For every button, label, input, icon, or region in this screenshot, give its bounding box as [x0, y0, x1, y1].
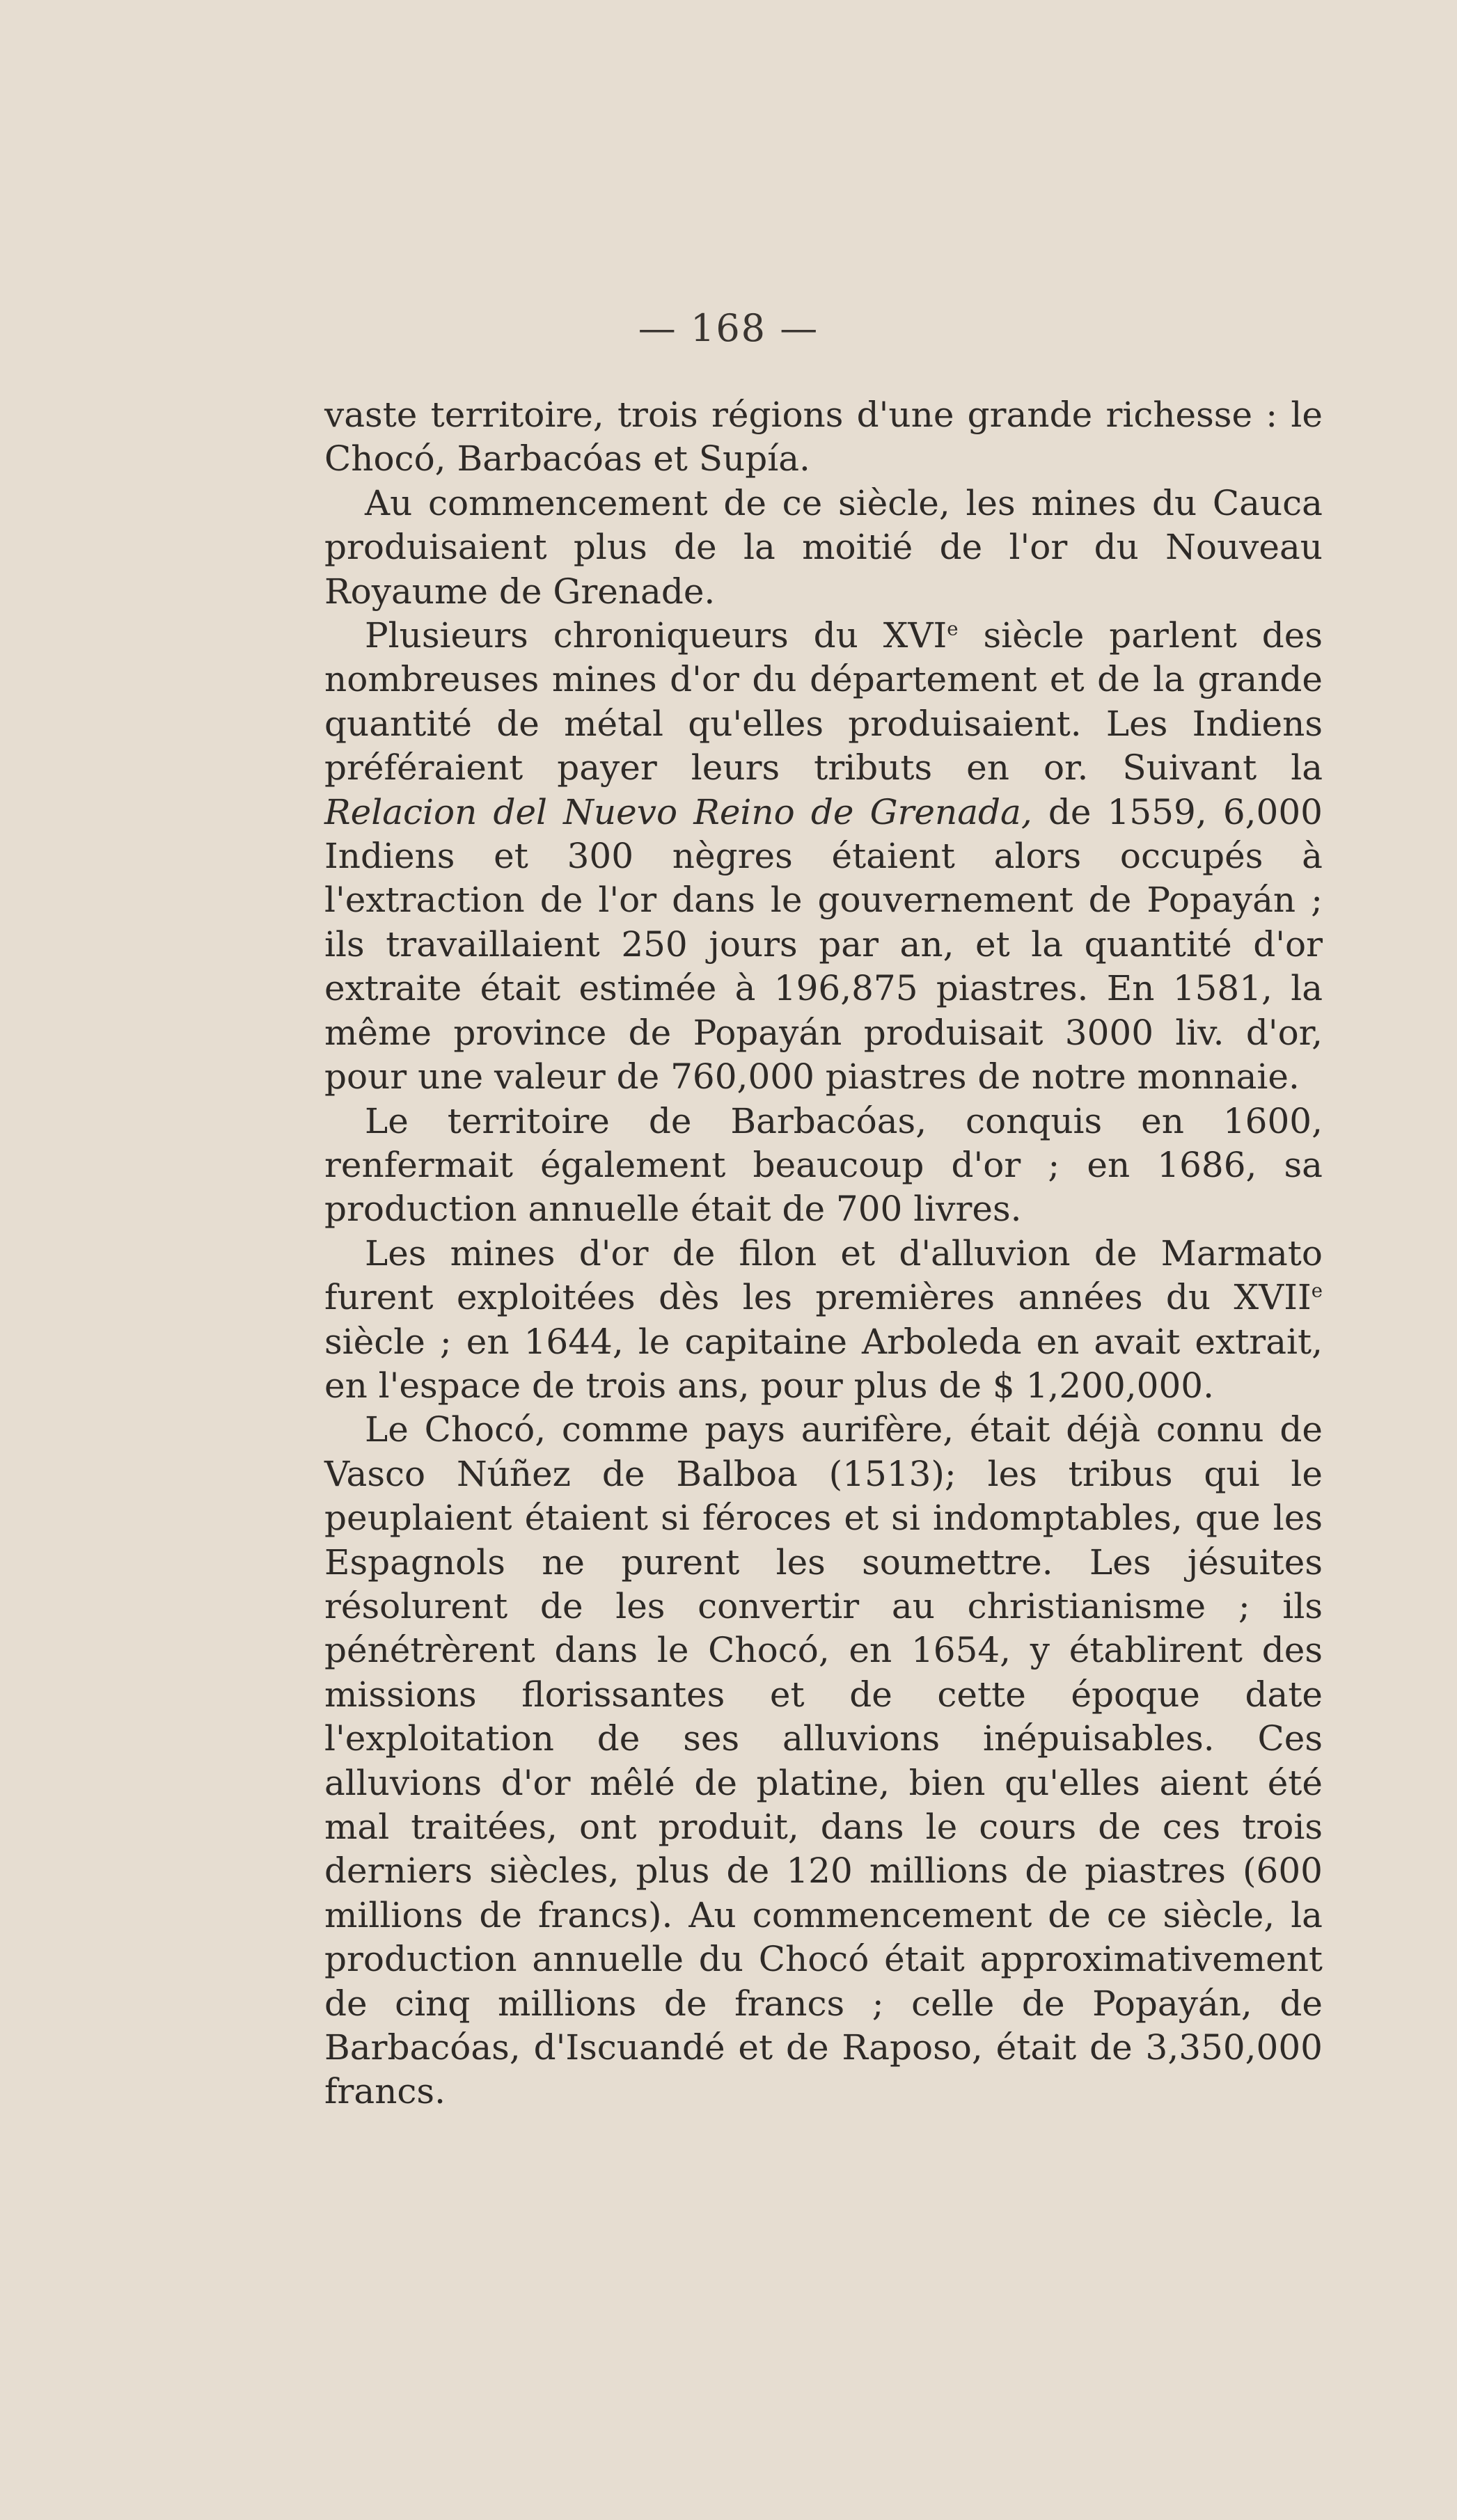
paragraph-5-part-1: Les mines d'or de filon et d'alluvion de Marmato furent exploitées dès les premières années du XVII	[324, 1233, 1323, 1318]
paragraph-3-part-1: Plusieurs chroniqueurs du XVI	[365, 615, 947, 656]
page-number: — 168 —	[638, 306, 819, 350]
body-text	[324, 393, 1323, 2114]
paragraph-6: Le Chocó, comme pays aurifère, était déjà connu de Vasco Núñez de Balboa (1513); les tribus qui le peuplaient étaient si féroces et si indomptables, que les Espagnols ne purent les soumettre. Les jésuites résolurent de les convertir au christianisme ; ils pénétrèrent dans le Chocó, en 1654, y établirent des missions florissantes et de cette époque date l'exploitation de ses alluvions inépuisables. Ces alluvions d'or mêlé de platine, bien qu'elles aient été mal traitées, ont produit, dans le cours de ces trois derniers siècles, plus de 120 millions de piastres (600 millions de francs). Au commencement de ce siècle, la production annuelle du Chocó était approximativement de cinq millions de francs ; celle de Popayán, de Barbacóas, d'Iscuandé et de Raposo, était de 3,350,000 francs.	[324, 1409, 1323, 2112]
paragraph-1: vaste territoire, trois régions d'une grande richesse : le Chocó, Barbacóas et Supía.	[324, 395, 1323, 480]
paragraph-5-part-2: siècle ; en 1644, le capitaine Arboleda en avait extrait, en l'espace de trois ans, pour plus de $ 1,200,000.	[324, 1321, 1323, 1406]
relacion-title: Relacion del Nuevo Reino de Grenada,	[324, 791, 1032, 832]
paragraph-2: Au commencement de ce siècle, les mines du Cauca produisaient plus de la moitié de l'or du Nouveau Royaume de Grenade.	[324, 482, 1323, 612]
paragraph-3-part-3: de 1559, 6,000 Indiens et 300 nègres étaient alors occupés à l'extraction de l'or dans le gouvernement de Popayán ; ils travaillaient 250 jours par an, et la quantité d'or extraite était estimée à 196,875 piastres. En 1581, la même province de Popayán produisait 3000 liv. d'or, pour une valeur de 760,000 piastres de notre monnaie.	[324, 791, 1323, 1097]
paragraph-3	[324, 614, 1323, 1099]
paragraph-4: Le territoire de Barbacóas, conquis en 1600, renfermait également beaucoup d'or ; en 1686, sa production annuelle était de 700 livres.	[324, 1100, 1323, 1230]
century-superscript: e	[1311, 1279, 1323, 1302]
century-superscript: e	[947, 617, 959, 640]
paragraph-3-part-2: siècle parlent des nombreuses mines d'or du département et de la grande quantité de métal qu'elles produisaient. Les Indiens préféraient payer leurs tributs en or. Suivant la	[324, 615, 1323, 789]
paragraph-5	[324, 1232, 1323, 1409]
